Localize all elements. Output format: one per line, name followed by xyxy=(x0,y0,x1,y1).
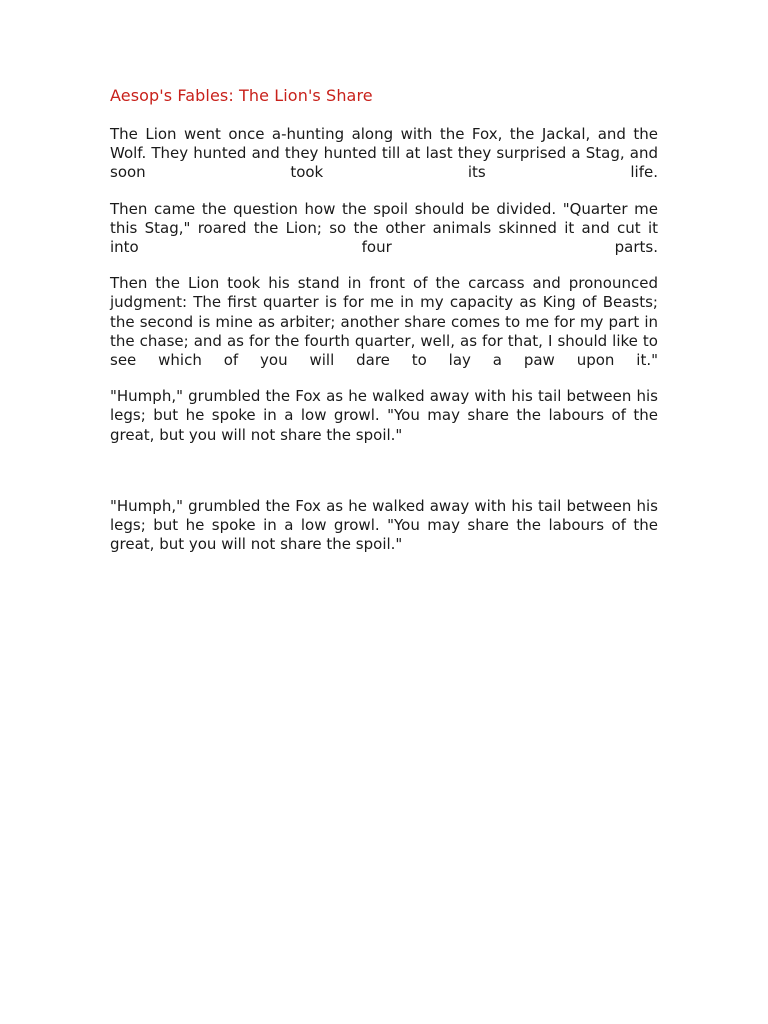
document-page xyxy=(110,84,658,571)
paragraph-hunt: The Lion went once a-hunting along with the Fox, the Jackal, and the Wolf. They hunted and they hunted till at last they surprised a Stag, and soon took its life. xyxy=(110,125,658,182)
paragraph-judgment: Then the Lion took his stand in front of the carcass and pronounced judgment: The first quarter is for me in my capacity as King of Beasts; the second is mine as arbiter; another share comes to me for my part in the chase; and as for the fourth quarter, well, as for that, I should like to see which of you will dare to lay a paw upon it." xyxy=(110,274,658,370)
document-title: Aesop's Fables: The Lion's Share xyxy=(110,86,373,105)
paragraph-fox-reply-repeat: "Humph," grumbled the Fox as he walked away with his tail between his legs; but he spoke in a low growl. "You may share the labours of the great, but you will not share the spoil." xyxy=(110,496,658,554)
paragraph-fox-reply: "Humph," grumbled the Fox as he walked away with his tail between his legs; but he spoke in a low growl. "You may share the labours of the great, but you will not share the spoil." xyxy=(110,387,658,444)
paragraph-division: Then came the question how the spoil should be divided. "Quarter me this Stag," roared the Lion; so the other animals skinned it and cut it into four parts. xyxy=(110,199,658,257)
